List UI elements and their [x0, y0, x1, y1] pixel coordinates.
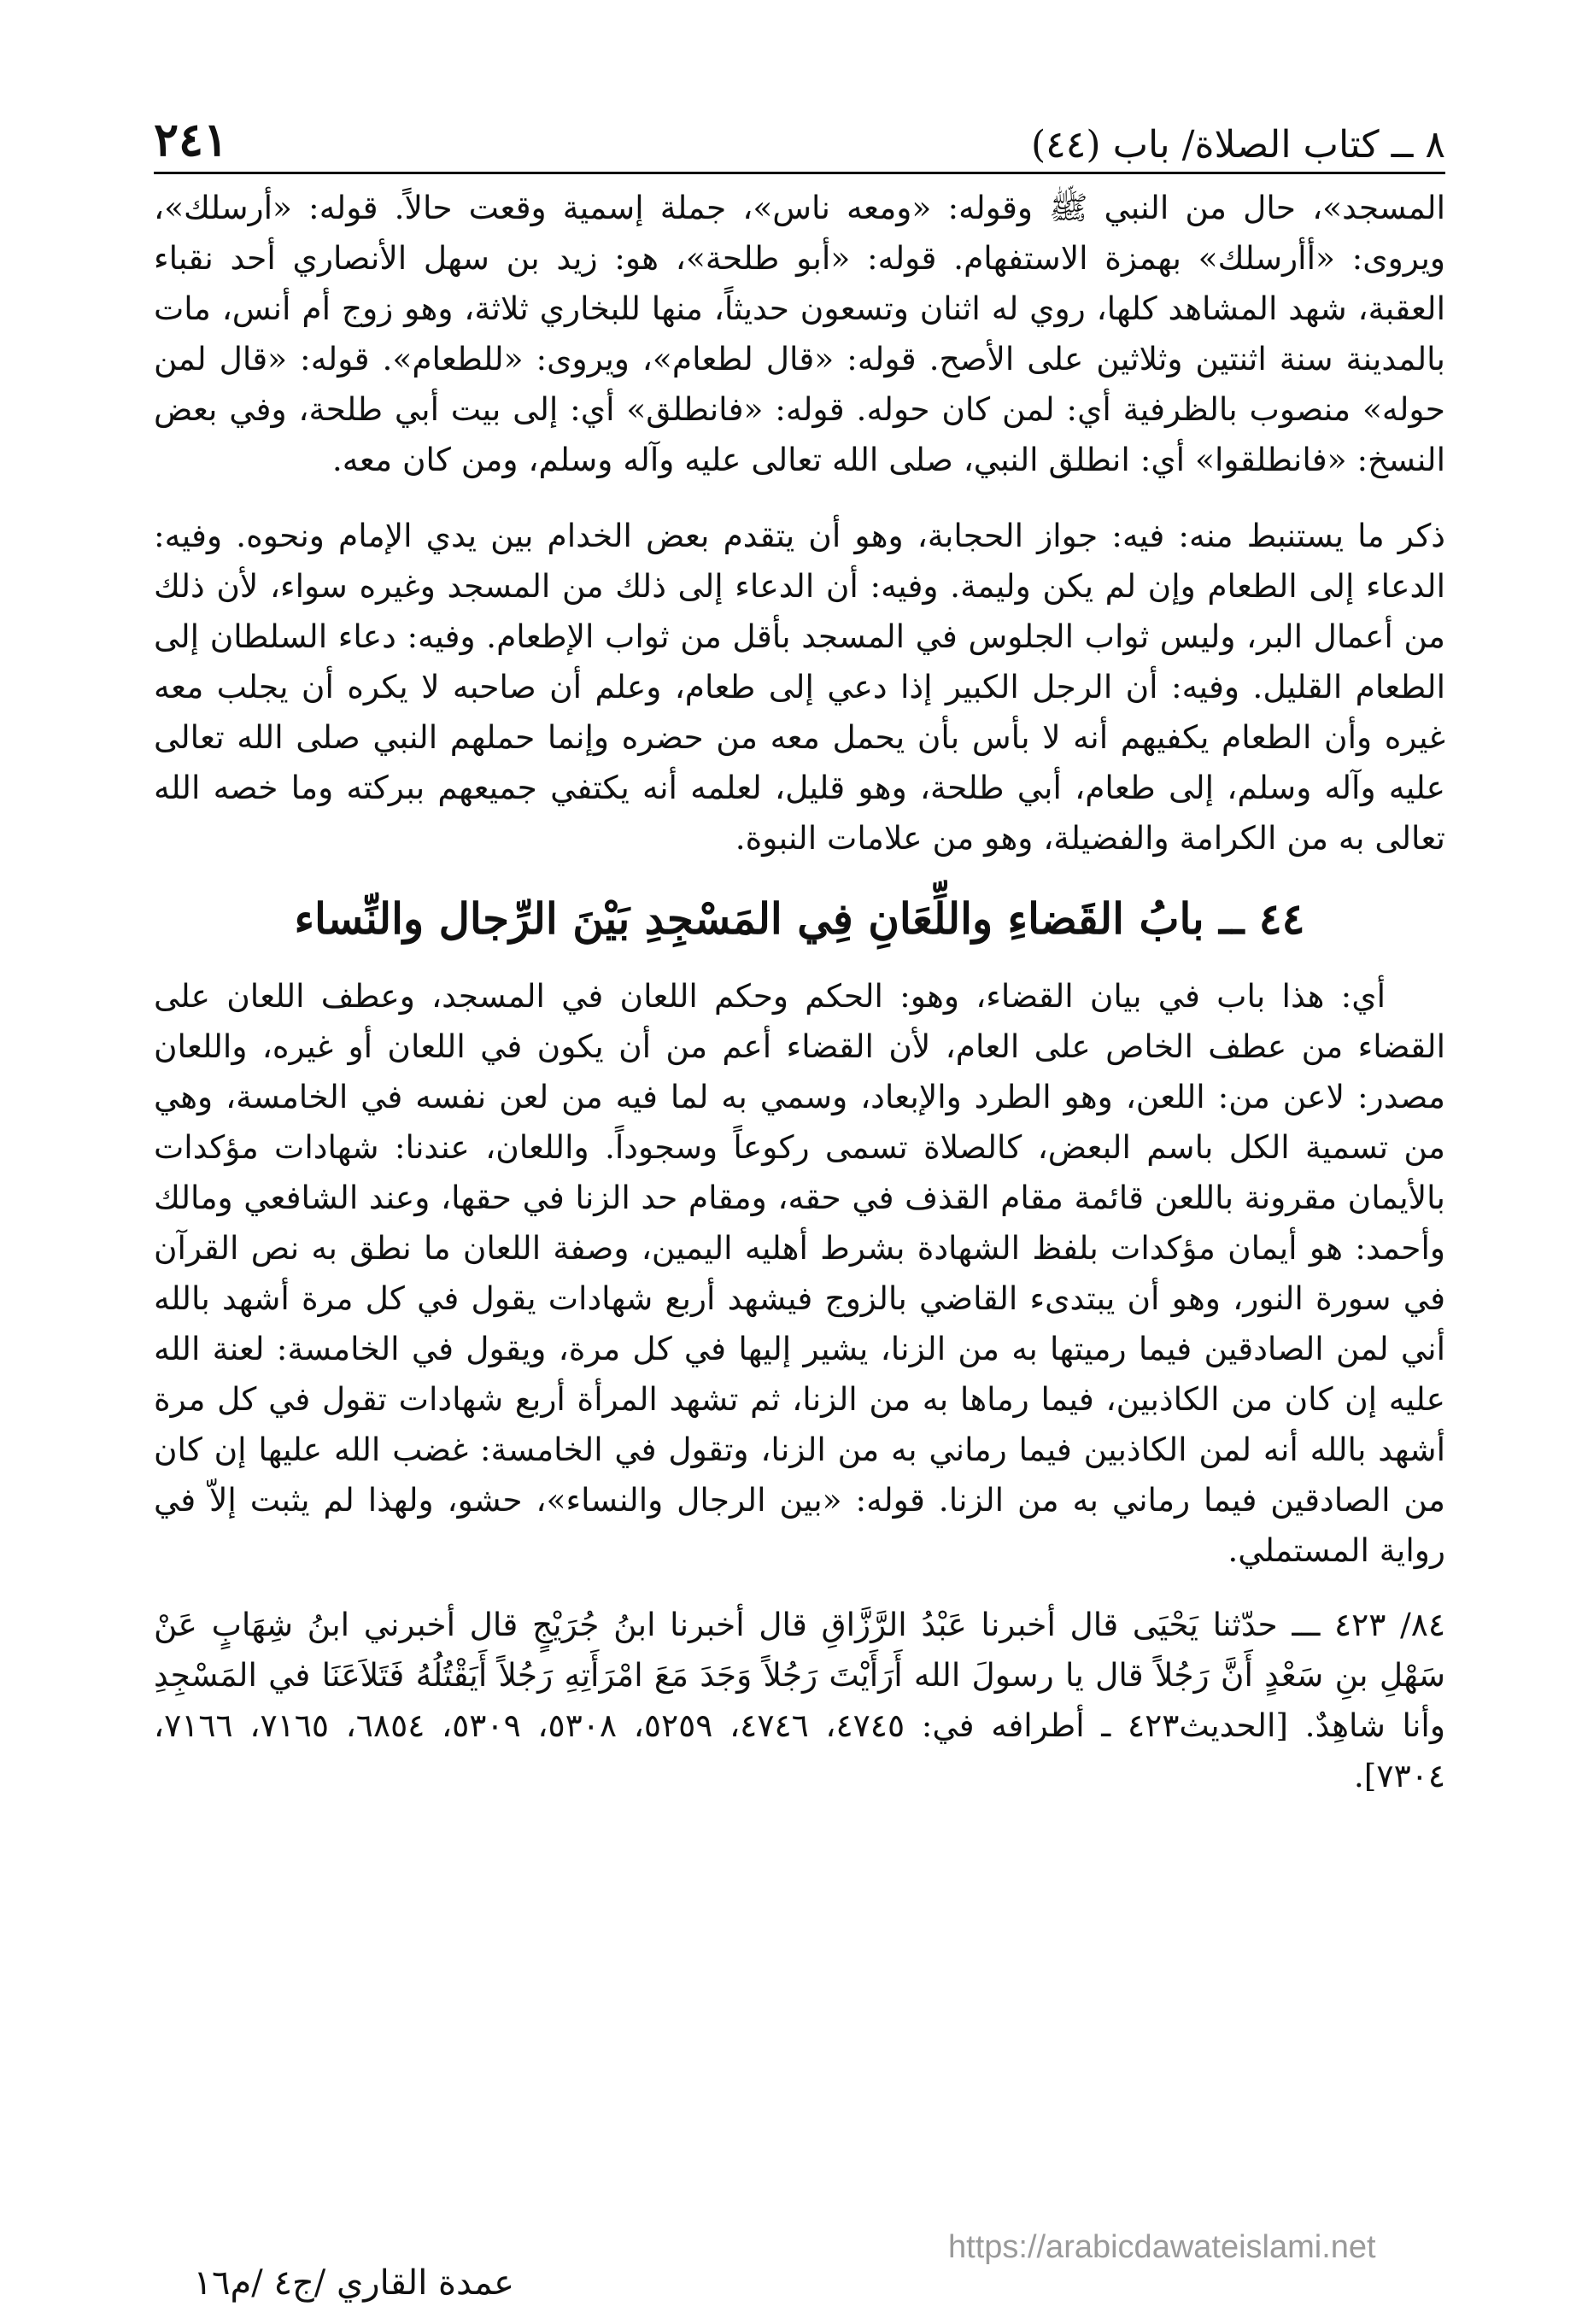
page-number: ٢٤١ [154, 112, 229, 167]
deductions-paragraph: ذكر ما يستنبط منه: فيه: جواز الحجابة، وهو أن يتقدم بعض الخدام بين يدي الإمام ونحوه. وفيه: الدعاء إلى الطعام وإن لم يكن وليمة. وفيه: أن الدعاء إلى ذلك من المسجد وغيره سواء، لأن ذلك من أعمال البر، وليس ثواب الجلوس في المسجد بأقل من ثواب الإطعام. وفيه: دعاء السلطان إلى الطعام القليل. وفيه: أن الرجل الكبير إذا دعي إلى طعام، وعلم أن صاحبه لا يكره أن يجلب معه غيره وأن الطعام يكفيهم أنه لا بأس بأن يحمل معه من حضره وإنما حملهم النبي صلى الله تعالى عليه وآله وسلم، إلى طعام، أبي طلحة، وهو قليل، لعلمه أنه يكتفي جميعهم ببركته وما خصه الله تعالى به من الكرامة والفضيلة، وهو من علامات النبوة. [154, 517, 1445, 857]
hadith-text: ٨٤/ ٤٢٣ ـــ حدّثنا يَحْيَى قال أخبرنا عَبْدُ الرَّزَّاقِ قال أخبرنا ابنُ جُرَيْجٍ قال أخبرني ابنُ شِهَابٍ عَنْ سَهْلِ بنِ سَعْدٍ أَنَّ رَجُلاً قال يا رسولَ الله أَرَأَيْتَ رَجُلاً وَجَدَ مَعَ امْرَأَتِهِ رَجُلاً أَيَقْتُلُهُ فَتَلاَعَنَا في المَسْجِدِ وأنا شاهِدٌ. [الحديث٤٢٣ ـ أطرافه في: ٤٧٤٥، ٤٧٤٦، ٥٢٥٩، ٥٣٠٨، ٥٣٠٩، ٦٨٥٤، ٧١٦٥، ٧١٦٦، ٧٣٠٤]. [154, 1606, 1445, 1794]
volume-reference: عمدة القاري /ج٤ /م١٦ [193, 2263, 514, 2303]
page-body [154, 183, 1445, 1801]
commentary-paragraph-1: المسجد»، حال من النبي ﷺ وقوله: «ومعه ناس»، جملة إسمية وقعت حالاً. قوله: «أرسلك»، ويروى: «أأرسلك» بهمزة الاستفهام. قوله: «أبو طلحة»، هو: زيد بن سهل الأنصاري أحد نقباء العقبة، شهد المشاهد كلها، روي له اثنان وتسعون حديثاً، منها للبخاري ثلاثة، وهو زوج أم أنس، مات بالمدينة سنة اثنتين وثلاثين على الأصح. قوله: «قال لطعام»، ويروى: «للطعام». قوله: «قال لمن حوله» منصوب بالظرفية أي: لمن كان حوله. قوله: «فانطلق» أي: إلى بيت أبي طلحة، وفي بعض النسخ: «فانطلقوا» أي: انطلق النبي، صلى الله تعالى عليه وآله وسلم، ومن كان معه. [154, 189, 1445, 478]
chapter-explanation-paragraph: أي: هذا باب في بيان القضاء، وهو: الحكم وحكم اللعان في المسجد، وعطف اللعان على القضاء من عطف الخاص على العام، لأن القضاء أعم من أن يكون في اللعان أو غيره، واللعان مصدر: لاعن من: اللعن، وهو الطرد والإبعاد، وسمي به لما فيه من لعن نفسه في الخامسة، وهي من تسمية الكل باسم البعض، كالصلاة تسمى ركوعاً وسجوداً. واللعان، عندنا: شهادات مؤكدات بالأيمان مقرونة باللعن قائمة مقام القذف في حقه، ومقام حد الزنا في حقها، وعند الشافعي ومالك وأحمد: هو أيمان مؤكدات بلفظ الشهادة بشرط أهليه اليمين، وصفة اللعان ما نطق به نص القرآن في سورة النور، وهو أن يبتدىء القاضي بالزوج فيشهد أربع شهادات يقول في كل مرة أشهد بالله أني لمن الصادقين فيما رميتها به من الزنا، يشير إليها في كل مرة، ويقول في الخامسة: لعنة الله عليه إن كان من الكاذبين، فيما رماها به من الزنا، ثم تشهد المرأة أربع شهادات تقول في كل مرة أشهد بالله أنه لمن الكاذبين فيما رماني به من الزنا، وتقول في الخامسة: غضب الله عليها إن كان من الصادقين فيما رماني به من الزنا. قوله: «بين الرجال والنساء»، حشو، ولهذا لم يثبت إلاّ في رواية المستملي. [154, 977, 1445, 1569]
page-header [154, 109, 1445, 174]
watermark-url: https://arabicdawateislami.net [948, 2229, 1376, 2265]
chapter-heading: ٤٤ ــ بابُ القَضاءِ واللِّعَانِ فِي المَسْجِدِ بَيْنَ الرِّجال والنِّساء [294, 893, 1305, 944]
running-head: ٨ ــ كتاب الصلاة/ باب (٤٤) [1030, 123, 1445, 167]
page-footer [0, 2229, 1582, 2303]
